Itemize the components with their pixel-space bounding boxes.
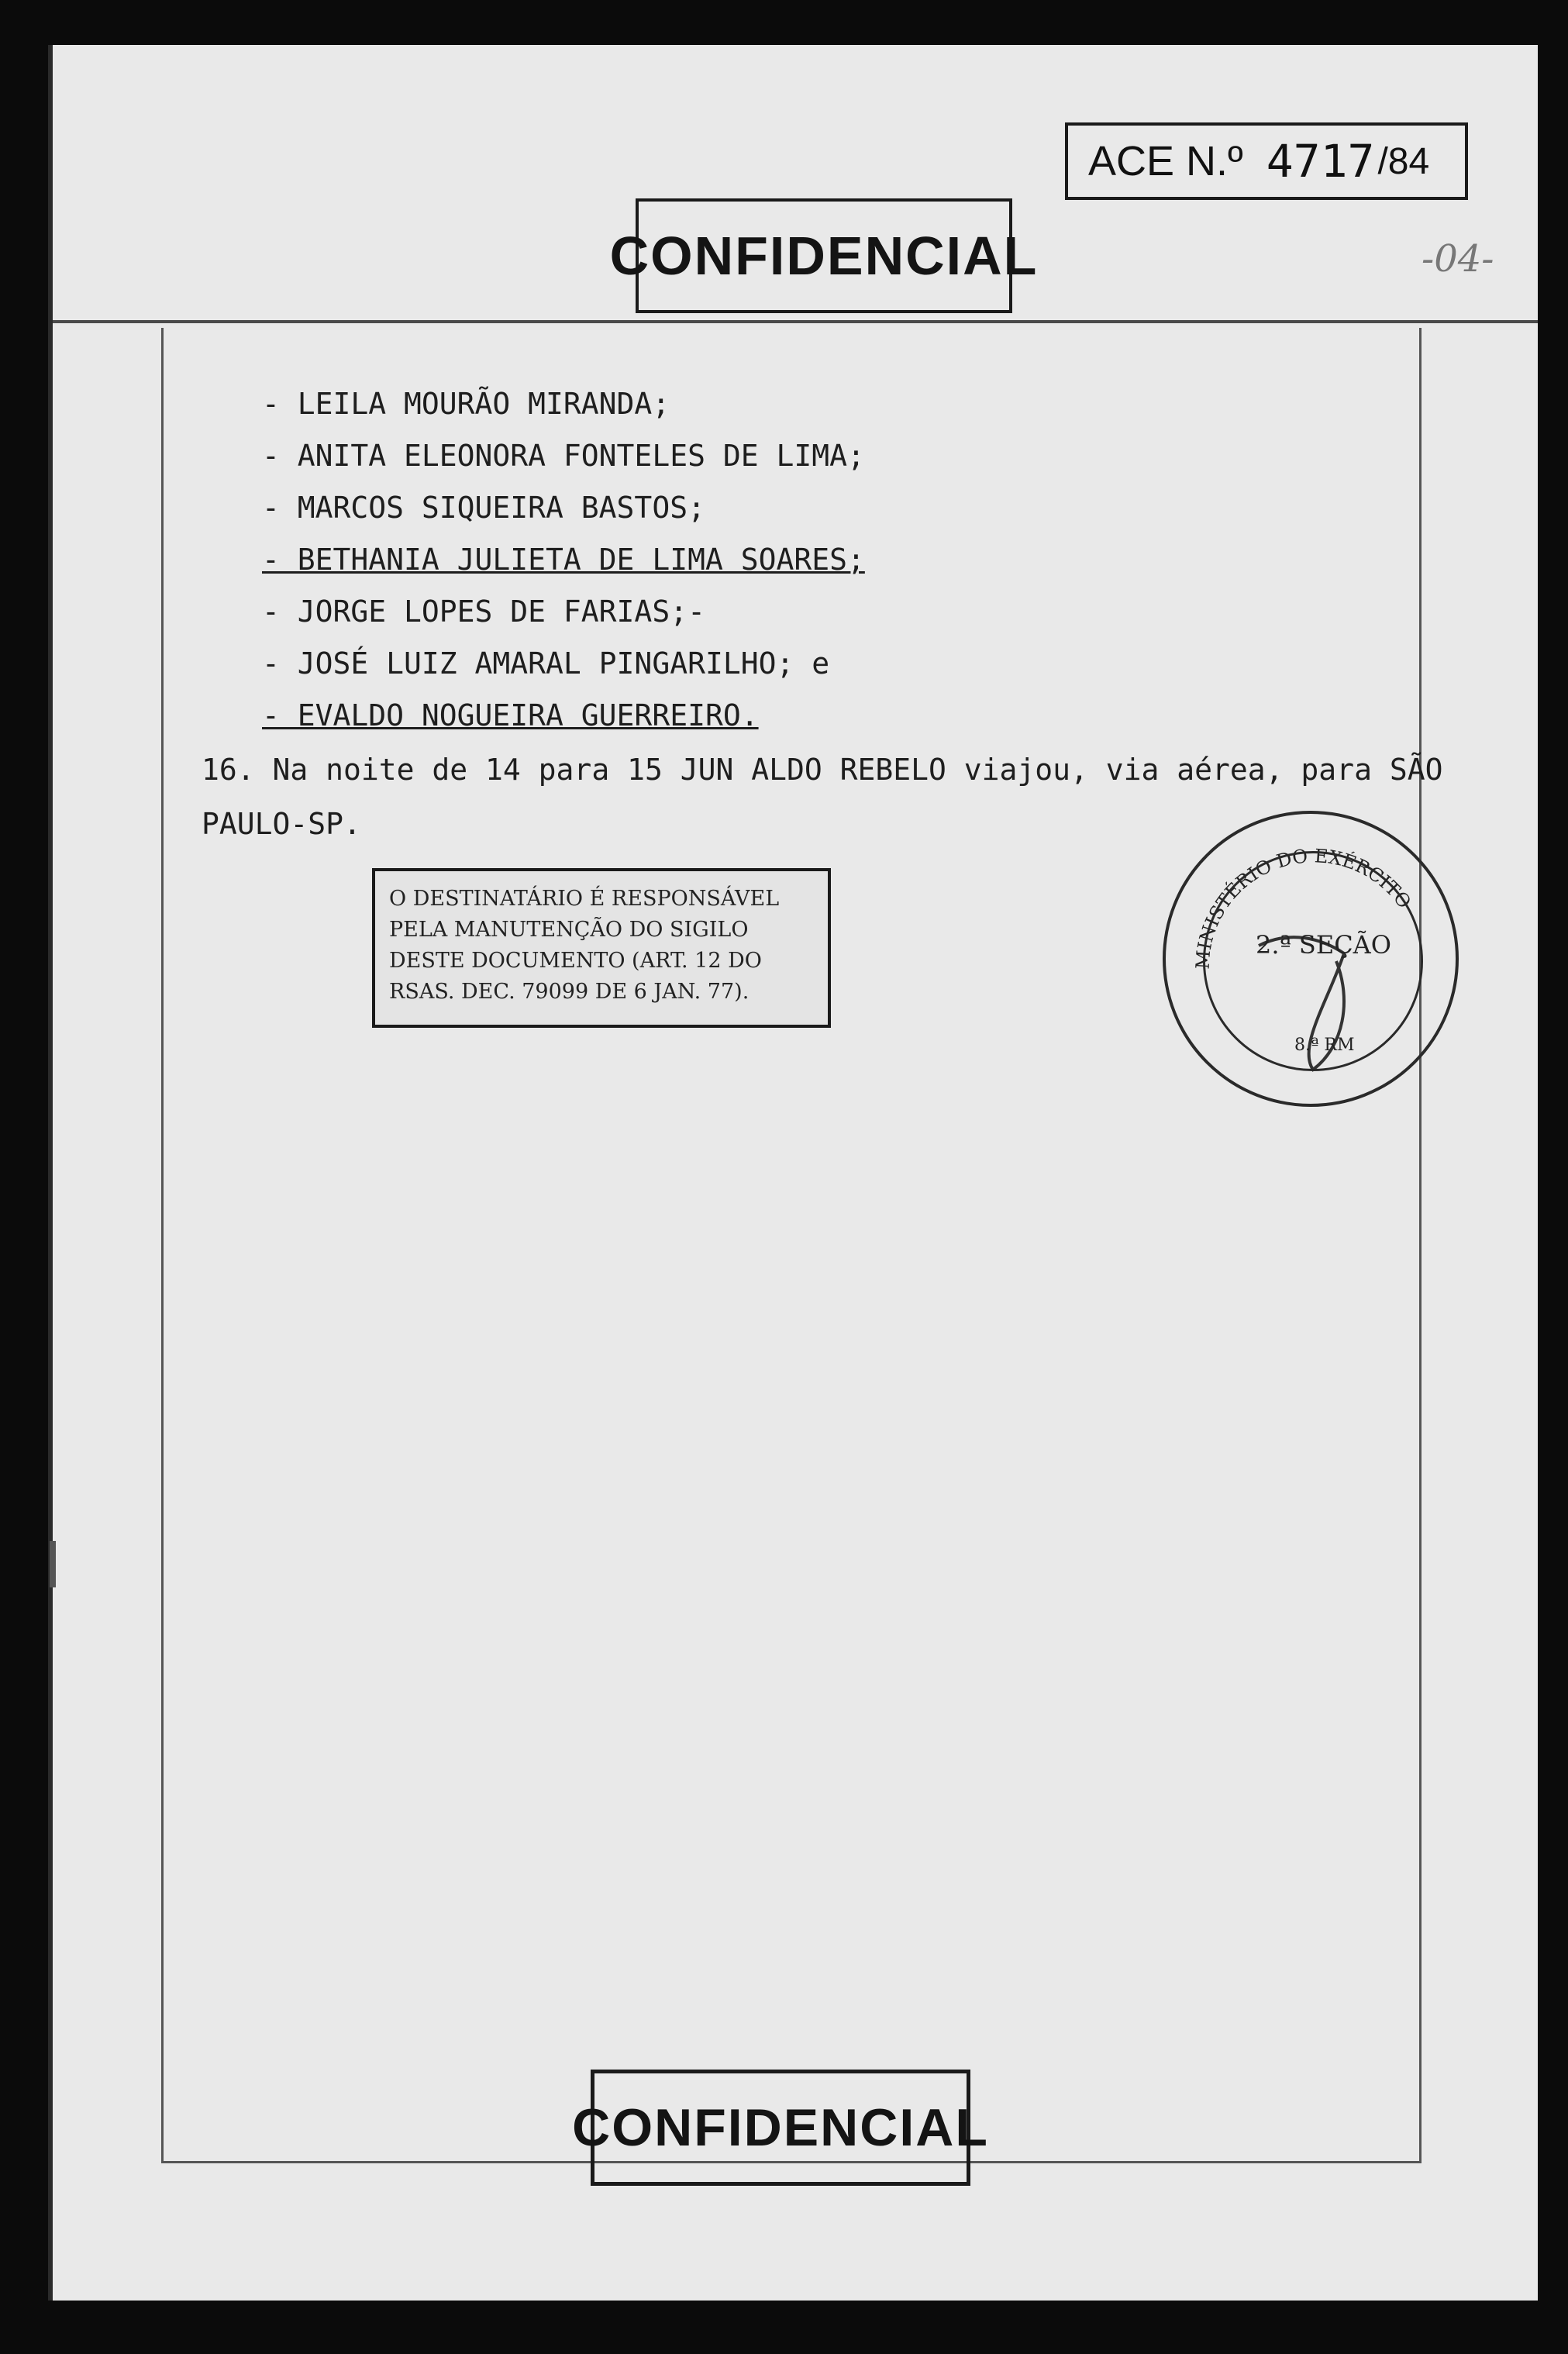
notice-line: DESTE DOCUMENTO (ART. 12 DO [389,949,762,973]
svg-text:MINISTÉRIO DO EXÉRCITO: MINISTÉRIO DO EXÉRCITO [1191,845,1416,970]
ace-year: /84 [1377,140,1430,182]
list-item: - LEILA MOURÃO MIRANDA; [262,387,670,421]
document-page [48,45,1538,2301]
paragraph-line: PAULO-SP. [202,807,361,841]
notice-line: O DESTINATÁRIO É RESPONSÁVEL [389,887,780,911]
seal-center-text: 2.ª SEÇÃO [1256,930,1392,960]
margin-mark [50,1541,56,1587]
list-item: - JOSÉ LUIZ AMARAL PINGARILHO; e [262,646,830,681]
notice-line: RSAS. DEC. 79099 DE 6 JAN. 77). [389,980,750,1004]
ace-number: 4717 [1266,135,1375,188]
ace-number-stamp [1065,122,1468,200]
ace-label: ACE N.º [1088,138,1243,184]
list-item: - ANITA ELEONORA FONTELES DE LIMA; [262,439,865,473]
confidential-stamp-top: CONFIDENCIAL [636,198,1012,313]
paragraph-line: 16. Na noite de 14 para 15 JUN ALDO REBELO viajou, via aérea, para SÃO [202,753,1443,787]
page-number-mark: -04- [1422,237,1494,281]
notice-line: PELA MANUTENÇÃO DO SIGILO [389,918,749,942]
list-item: - JORGE LOPES DE FARIAS;- [262,595,705,629]
name-list [262,378,865,742]
seal-bottom-text: 8.ª RM [1294,1036,1355,1055]
confidentiality-notice-stamp [372,868,831,1028]
confidential-stamp-bottom: CONFIDENCIAL [591,2070,970,2186]
list-item: - EVALDO NOGUEIRA GUERREIRO. [262,698,759,732]
list-item: - BETHANIA JULIETA DE LIMA SOARES; [262,543,865,577]
ministry-seal [1163,811,1459,1107]
header-rule [53,320,1538,323]
list-item: - MARCOS SIQUEIRA BASTOS; [262,491,705,525]
